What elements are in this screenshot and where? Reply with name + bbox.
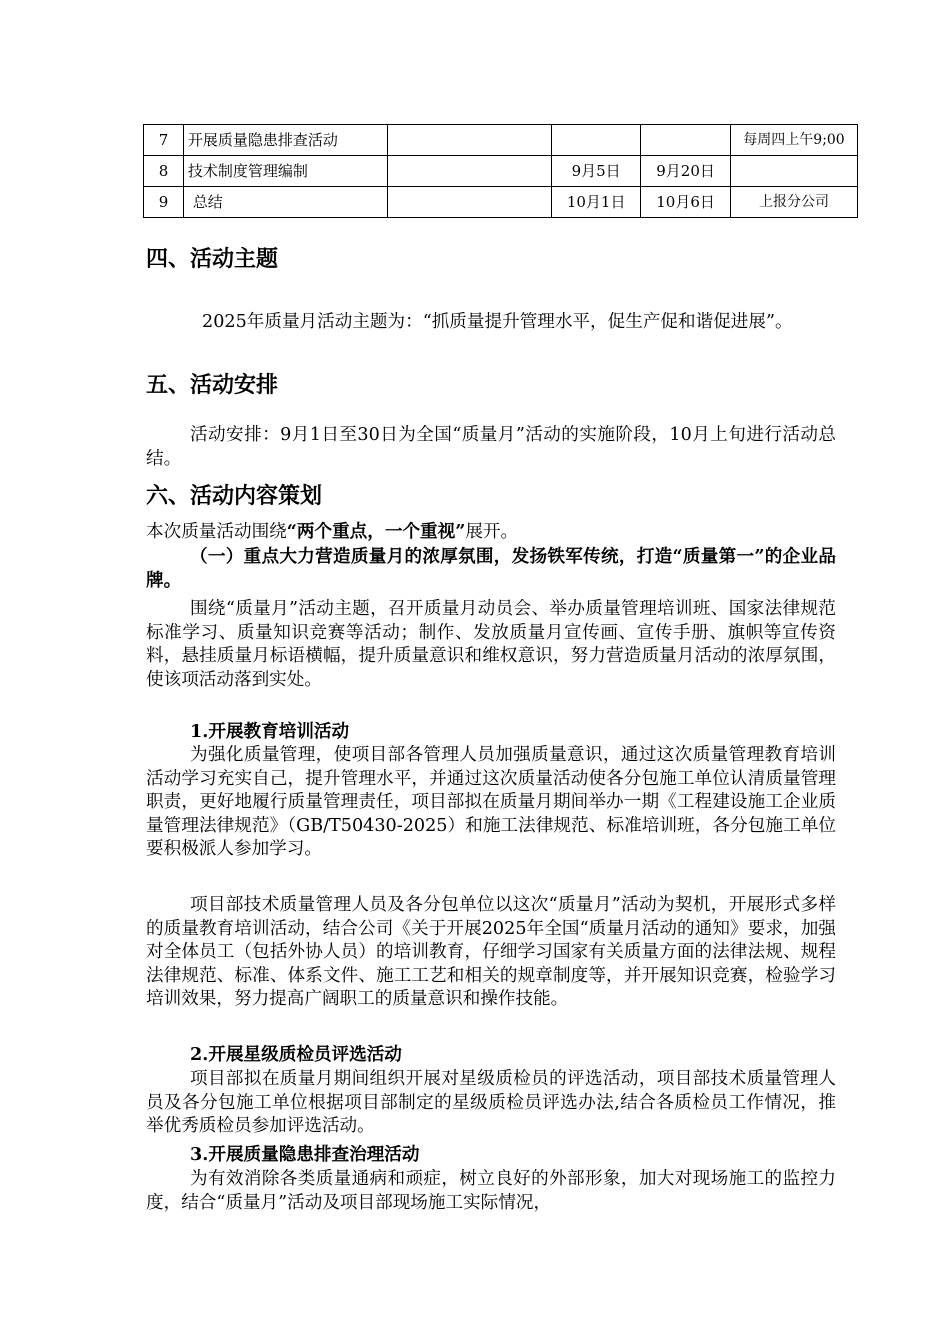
item-3-paragraph-1: 为有效消除各类质量通病和顽症，树立良好的外部形象，加大对现场施工的监控力度，结合“质量月”活动及项目部现场施工实际情况， [146, 1169, 836, 1213]
remark-cell [731, 156, 858, 187]
item-3-title: 3.开展质量隐患排查治理活动 [190, 1144, 420, 1165]
empty-cell-cell [387, 156, 551, 187]
item-1-paragraph-1: 为强化质量管理，使项目部各管理人员加强质量意识，通过这次质量管理教育培训活动学习充实自己，提升管理水平，并通过这次质量活动使各分包施工单位认清质量管理职责，更好地履行质量管理责任，项目部拟在质量月期间举办一期《工程建设施工企业质量管理法律规范》（GB/T50430-2025）和施工法律规范、标准培训班，各分包施工单位要积极派人参加学习。 [146, 745, 836, 860]
empty-cell-cell [387, 187, 551, 218]
item-2-paragraph-1: 项目部拟在质量月期间组织开展对星级质检员的评选活动，项目部技术质量管理人员及各分包施工单位根据项目部制定的星级质检员评选办法,结合各质检员工作情况，推举优秀质检员参加评选活动。 [146, 1069, 836, 1137]
empty-cell-cell [387, 125, 551, 156]
intro-text-a: 本次质量活动围绕 [146, 522, 287, 542]
table-row [144, 125, 858, 156]
activity-name-cell: 总结 [183, 187, 387, 218]
table-row [144, 187, 858, 218]
section-4-title: 四、活动主题 [146, 246, 279, 272]
activity-name-cell: 开展质量隐患排查活动 [183, 125, 387, 156]
activity-name-cell: 技术制度管理编制 [183, 156, 387, 187]
item-1-paragraph-2: 项目部技术质量管理人员及各分包单位以这次“质量月”活动为契机，开展形式多样的质量教育培训活动，结合公司《关于开展2025年全国“质量月活动的通知》要求，加强对全体员工（包括外协人员）的培训教育，仔细学习国家有关质量方面的法律法规、规程法律规范、标准、体系文件、施工工艺和相关的规章制度等，并开展知识竞赛，检验学习培训效果，努力提高广阔职工的质量意识和操作技能。 [146, 895, 836, 1010]
section-6-title: 六、活动内容策划 [146, 483, 323, 509]
remark-cell: 每周四上午9;00 [731, 125, 858, 156]
start-date-cell [552, 125, 641, 156]
end-date-cell: 10月6日 [641, 187, 731, 218]
start-date-cell: 9月5日 [552, 156, 641, 187]
remark-cell: 上报分公司 [731, 187, 858, 218]
item-2-title: 2.开展星级质检员评选活动 [190, 1044, 402, 1065]
subsection-1-text: 围绕“质量月”活动主题，召开质量月动员会、举办质量管理培训班、国家法律规范标准学习、质量知识竞赛等活动；制作、发放质量月宣传画、宣传手册、旗帜等宣传资料，悬挂质量月标语横幅，提升质量意识和维权意识，努力营造质量月活动的浓厚氛围，使该项活动落到实处。 [146, 599, 836, 690]
start-date-cell: 10月1日 [552, 187, 641, 218]
section-6-intro [146, 520, 836, 545]
section-5-text: 活动安排：9月1日至30日为全国“质量月”活动的实施阶段，10月上旬进行活动总结。 [146, 425, 836, 469]
intro-emphasis: “两个重点，一个重视” [286, 521, 466, 542]
section-5-title: 五、活动安排 [146, 372, 279, 398]
end-date-cell [641, 125, 731, 156]
end-date-cell: 9月20日 [641, 156, 731, 187]
intro-text-c: 展开。 [465, 522, 519, 542]
row-number-cell: 8 [144, 156, 184, 187]
section-4-text: 2025年质量月活动主题为：“抓质量提升管理水平，促生产促和谐促进展”。 [202, 312, 793, 332]
subsection-1-title: （一）重点大力营造质量月的浓厚氛围，发扬铁军传统，打造“质量第一”的企业品牌。 [146, 546, 836, 591]
schedule-table [143, 124, 858, 218]
schedule-table-body [144, 125, 858, 218]
table-row [144, 156, 858, 187]
row-number-cell: 7 [144, 125, 184, 156]
item-1-title: 1.开展教育培训活动 [190, 721, 350, 742]
row-number-cell: 9 [144, 187, 184, 218]
